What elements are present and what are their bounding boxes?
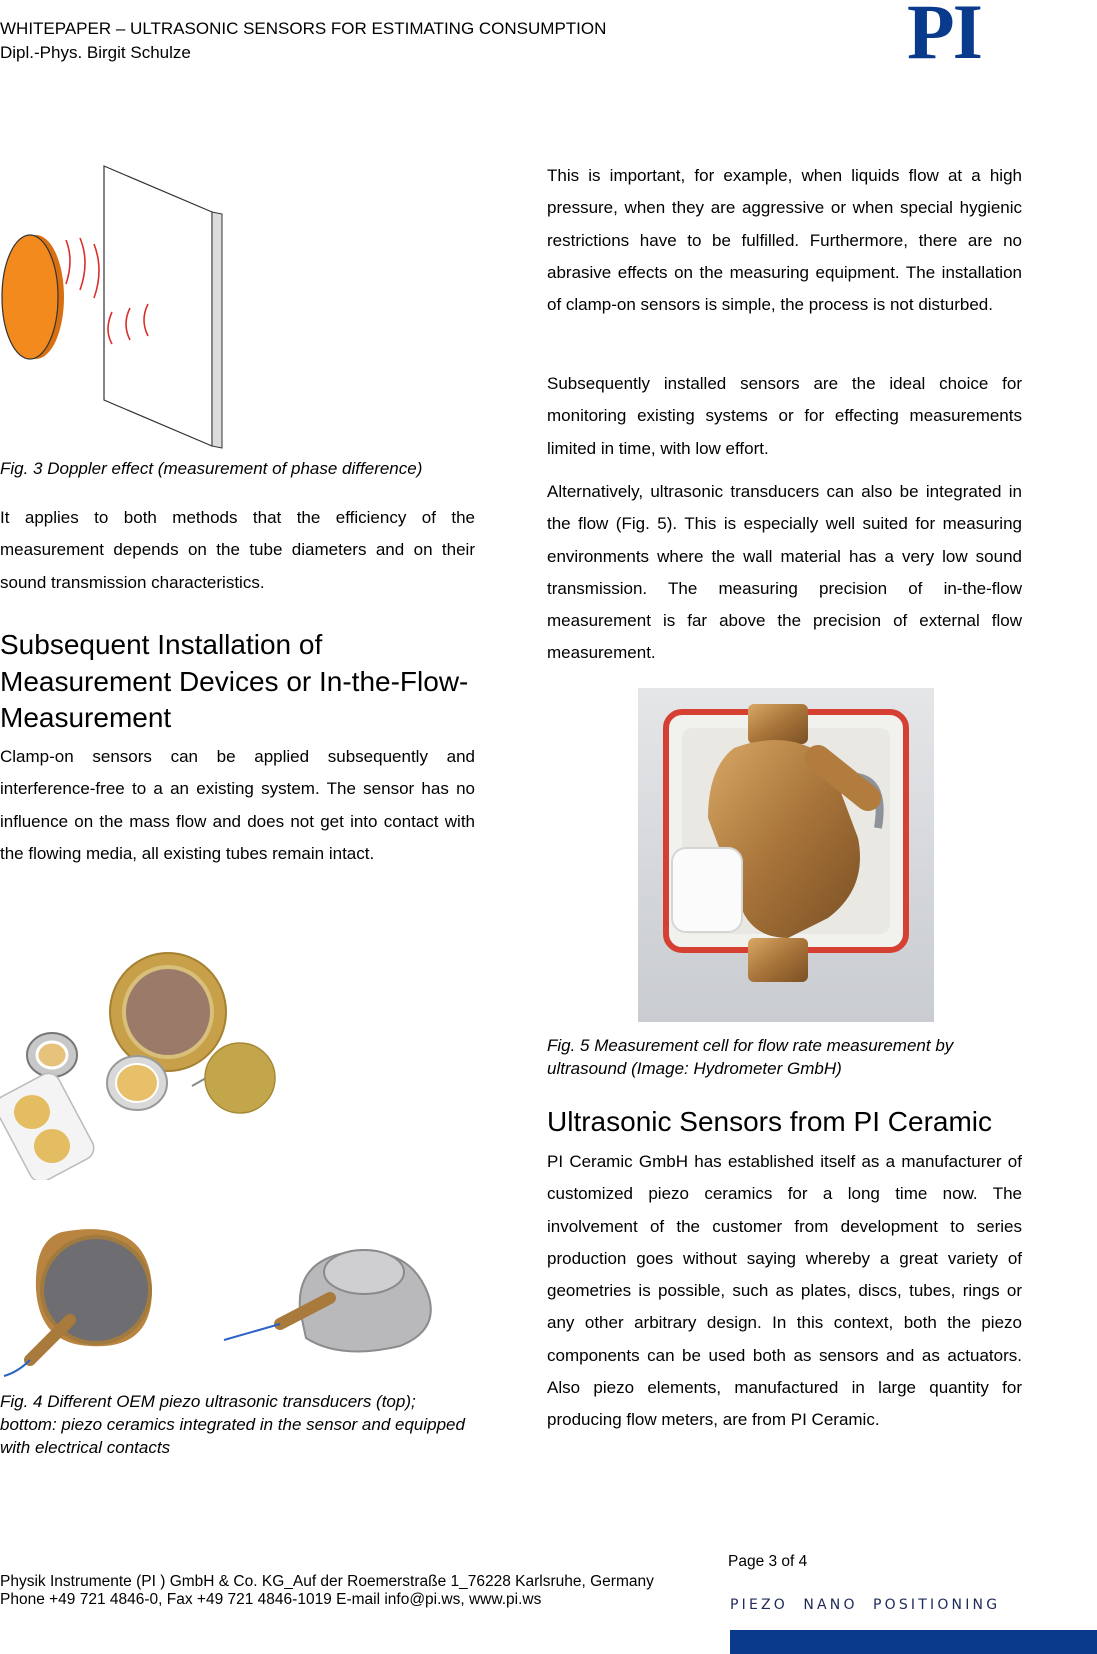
right-paragraph-4: PI Ceramic GmbH has established itself as a manufacturer of customized piezo ceramics for a long time now. The involvement of the customer from development to series production goes without saying whereby a great variety of geometries is possible, such as plates, discs, tubes, rings or any other arbitrary design. In this context, both the piezo components can be used both as sensors and as actuators. Also piezo elements, manufactured in large quantity for producing flow meters, are from PI Ceramic. bbox=[547, 1152, 1022, 1430]
page-number: Page 3 of 4 bbox=[728, 1553, 808, 1570]
sound-wave-out-3 bbox=[94, 244, 99, 298]
metal-ring-ceramic bbox=[37, 1042, 67, 1068]
dual-disc-2 bbox=[34, 1129, 70, 1163]
patterned-ceramic bbox=[116, 1064, 158, 1102]
right-paragraph-1: This is important, for example, when liquids flow at a high pressure, when they are aggressive or when special hygienic restrictions have to be fulfilled. Furthermore, there are no abrasive effects on the measuring equipment. The installation of clamp-on sensors is simple, the process is not disturbed. bbox=[547, 166, 1022, 315]
integrated-sensors-figure bbox=[0, 1220, 440, 1380]
sound-wave-out-2 bbox=[80, 238, 85, 290]
left-paragraph-2: Clamp-on sensors can be applied subsequently and interference-free to a an existing system. The sensor has no influence on the mass flow and does not get into contact with the flowing media, all existing tubes remain intact. bbox=[0, 747, 475, 863]
right-paragraph-2: Subsequently installed sensors are the ideal choice for monitoring existing systems or for effecting measurements limited in time, with low effort. bbox=[547, 374, 1022, 458]
ceramic-disc-large bbox=[124, 967, 212, 1057]
wall-front bbox=[104, 166, 212, 446]
oem-transducers-figure bbox=[0, 950, 290, 1180]
tagline: PIEZO NANO POSITIONING bbox=[730, 1597, 1001, 1613]
fig3-caption: Fig. 3 Doppler effect (measurement of phase difference) bbox=[0, 459, 423, 478]
white-plug bbox=[672, 848, 742, 932]
section-heading-installation: Subsequent Installation of Measurement Devices or In-the-Flow-Measurement bbox=[0, 629, 469, 733]
transducer-disc bbox=[2, 235, 58, 359]
wall-side bbox=[212, 212, 222, 448]
sensor-top-right bbox=[324, 1250, 404, 1294]
document-title: WHITEPAPER – ULTRASONIC SENSORS FOR ESTIMATING CONSUMPTION bbox=[0, 19, 607, 38]
dual-disc-holder bbox=[0, 1069, 98, 1180]
dual-disc-1 bbox=[14, 1095, 50, 1129]
plain-brass-disc bbox=[205, 1043, 275, 1113]
sound-wave-out-1 bbox=[66, 240, 70, 284]
doppler-effect-figure bbox=[0, 160, 230, 450]
section-heading-pi-ceramic: Ultrasonic Sensors from PI Ceramic bbox=[547, 1106, 993, 1137]
sensor-wire-left bbox=[4, 1360, 30, 1376]
left-paragraph-1: It applies to both methods that the efficiency of the measurement depends on the tube diameters and on their sound transmission characteristics. bbox=[0, 508, 475, 592]
measurement-cell-photo bbox=[638, 688, 934, 1022]
valve-top-fitting bbox=[748, 704, 808, 744]
footer-blue-bar bbox=[730, 1630, 1097, 1654]
valve-bottom-fitting bbox=[748, 938, 808, 982]
fig4-caption: Fig. 4 Different OEM piezo ultrasonic transducers (top); bottom: piezo ceramics integrated in the sensor and equipped with electrical contacts bbox=[0, 1392, 465, 1457]
footer-address-line-2: Phone +49 721 4846-0, Fax +49 721 4846-1019 E-mail info@pi.ws, www.pi.ws bbox=[0, 1591, 542, 1608]
footer-address bbox=[0, 1573, 654, 1609]
pi-logo bbox=[905, 0, 1035, 62]
fig5-caption: Fig. 5 Measurement cell for flow rate measurement by ultrasound (Image: Hydrometer GmbH) bbox=[547, 1036, 954, 1078]
footer-address-line-1: Physik Instrumente (PI ) GmbH & Co. KG_Auf der Roemerstraße 1_76228 Karlsruhe, Germany bbox=[0, 1573, 654, 1590]
author: Dipl.-Phys. Birgit Schulze bbox=[0, 43, 191, 62]
right-paragraph-3: Alternatively, ultrasonic transducers can also be integrated in the flow (Fig. 5). This is especially well suited for measuring environments where the wall material has a very low sound transmission. The measuring precision of in-the-flow measurement is far above the precision of external flow measurement. bbox=[547, 482, 1022, 663]
logo-text: PI bbox=[907, 0, 981, 62]
sensor-wire-right bbox=[224, 1324, 280, 1340]
